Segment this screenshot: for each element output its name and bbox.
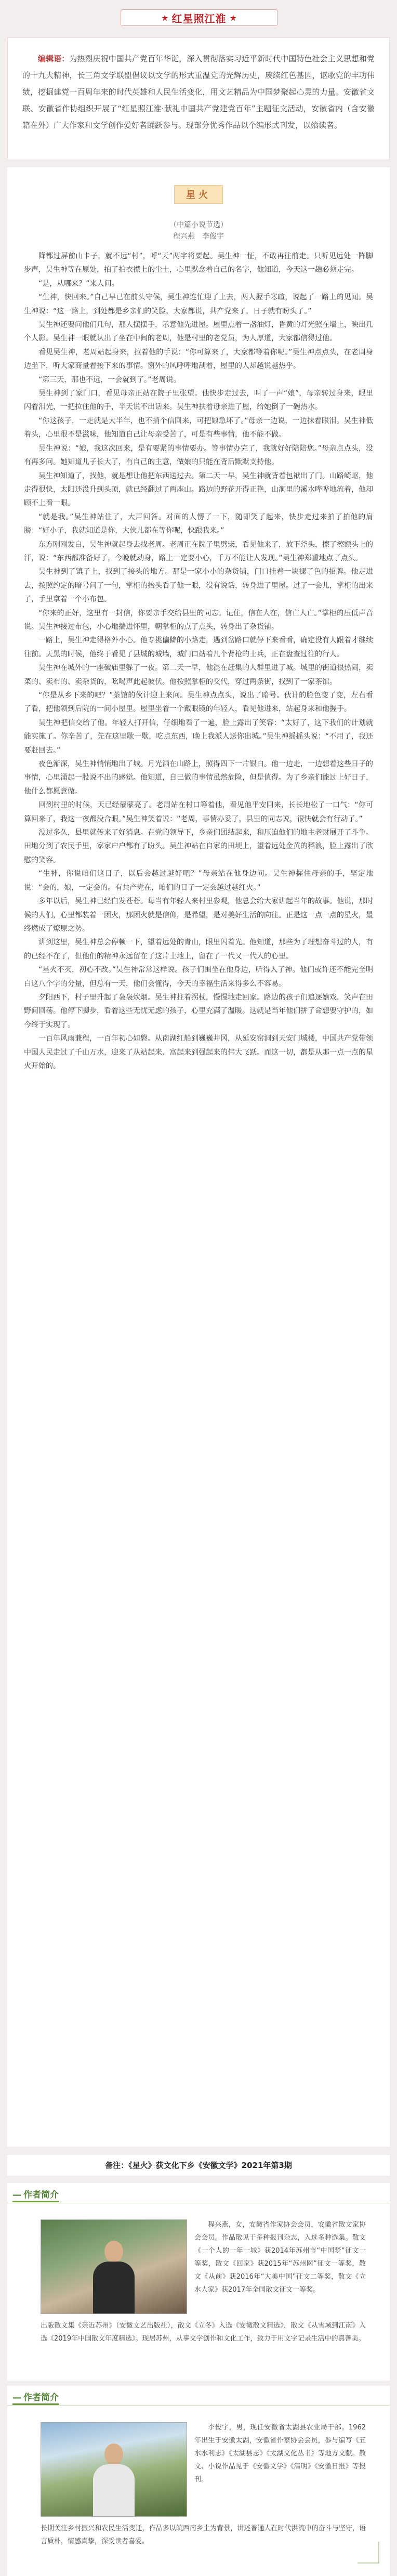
story-title-wrap	[24, 185, 373, 204]
author-bio-cont: 长期关注乡村振兴和农民生活变迁，作品多以皖西南乡土为背景，讲述普通人在时代洪流中的奋斗与坚守，语言质朴，情感真挚，深受读者喜爱。	[41, 2525, 366, 2545]
story-paragraph: 回到村里的时候，天已经蒙蒙亮了。老周站在村口等着他，看见他平安回来，长长地松了一口气：“你可算回来了，我这一夜都没合眼。”吴生神笑着说：“老周，事情办妥了，县里的同志说，很快就会有行动了。”	[24, 801, 373, 823]
story-paragraph: “星火不灭，初心不改。”吴生神常常这样说。孩子们围坐在他身边，听得入了神。他们或许还不能完全明白这八个字的分量，但总有一天，他们会懂得，今天的幸福生活来得多么不容易。	[24, 966, 373, 988]
banner	[0, 0, 397, 26]
author-bio-cont: 出版散文集《亲近苏州》（安徽文艺出版社），散文《立冬》入选《安徽散文精选》，散文《从雪域到江南》入选《2019年中国散文年度精选》。现居苏州，从事文学创作和文化工作，致力于用文字记录生活中的真善美。	[41, 2322, 366, 2343]
story-paragraph: 一路上，吴生神走得格外小心。他专挑偏僻的小路走，遇到岔路口就停下来看看，确定没有人跟着才继续往前。天黑的时候，他终于看见了县城的城墙，城门口站着几个背枪的士兵，正在盘查过往的行人。	[24, 636, 373, 659]
story-paragraph: “就是我。”吴生神站住了，大声回答。对面的人愣了一下，随即笑了起来，快步走过来拍了拍他的肩膀：“好小子，我就知道是你，大伙儿都在等你呢，快跟我来。”	[24, 512, 373, 535]
heading-accent	[12, 2201, 59, 2202]
story-paragraph: 吴生神把信交给了他。年轻人打开信，仔细地看了一遍，脸上露出了笑容：“太好了，这下我们的计划就能实施了。你辛苦了，先在这里歇一歇，吃点东西，晚上我派人送你出城。”吴生神摇摇头说：“不用了，我还要赶回去。”	[24, 718, 373, 755]
story-paragraph: 吴生神说：“娘，我这次回来，是有要紧的事情要办。等事情办完了，我就好好陪陪您。”母亲点点头，没有再多问。她知道儿子长大了，有自己的主意，做娘的只能在背后默默支持他。	[24, 444, 373, 467]
story-paragraph: 吴生神在城外的一座破庙里躲了一夜。第二天一早，他混在赶集的人群里进了城。城里的街道很热闹，卖菜的、卖布的、卖杂货的，吆喝声此起彼伏。他按照掌柜的交代，穿过两条街，找到了一家茶馆。	[24, 664, 373, 686]
story-paragraph: “你来的正好，这里有一封信，你要亲手交给县里的同志。记住，信在人在，信亡人亡。”掌柜的压低声音说。吴生神接过布包，小心地揣进怀里，朝掌柜的点了点头，转身出了杂货铺。	[24, 609, 373, 631]
story-paragraph: “你是从乡下来的吧？”茶馆的伙计迎上来问。吴生神点点头，说出了暗号。伙计的脸色变了变，左右看了看，把他领到后院的一间小屋里。屋里坐着一个戴眼镜的年轻人，看见他进来，站起身来和他握手。	[24, 691, 373, 714]
author-intro-2	[7, 2386, 390, 2576]
source-note: 备注：《星火》获文化下乡《安徽文学》2021年第3期	[7, 2155, 390, 2176]
story-paragraph: “是，从哪来？”来人问。	[38, 279, 119, 288]
story-paragraph: “你这孩子，一走就是大半年，也不捎个信回来，可把娘急坏了。”母亲一边说，一边抹着眼泪。吴生神低着头，心里很不是滋味，他知道自己让母亲受苦了，可是有些事情，他不能不做。	[24, 416, 373, 439]
section-heading: — 作者简介	[12, 2190, 59, 2200]
section-heading: — 作者简介	[12, 2393, 59, 2403]
story-authors: 程兴燕 李俊宇	[173, 232, 224, 241]
story-paragraph: 吴生神知道了，找他，就是想让他把东西送过去。第二天一早，吴生神就背着包袱出了门。山路崎岖，他走得很快，太阳还没升到头顶，就已经翻过了两座山。路边的野花开得正艳，山涧里的溪水哗哗地流着，他却顾不上看一眼。	[24, 471, 373, 508]
banner-title: 红星照江淮	[171, 12, 227, 25]
person-icon	[93, 2443, 135, 2516]
star-icon: ★	[161, 12, 169, 23]
banner-pill	[121, 9, 277, 26]
dash-icon: —	[12, 2190, 21, 2200]
intro-card	[7, 37, 390, 160]
story-subtitle: （中篇小说节选）	[169, 221, 228, 229]
star-icon: ★	[229, 12, 237, 23]
dash-icon: —	[12, 2393, 21, 2403]
story-paragraph: 讲到这里，吴生神总会停顿一下，望着远处的青山，眼里闪着光。他知道，那些为了理想奋斗过的人，有的已经不在了，但他们的精神永远留在了这片土地上，留在了一代又一代人的心里。	[24, 938, 373, 961]
story-paragraph: 一百年风雨兼程，一百年初心如磐。从南湖红船到巍巍井冈，从延安窑洞到天安门城楼，中国共产党带领中国人民走过了千山万水，迎来了从站起来、富起来到强起来的伟大飞跃。而这一切，都是从那一点一点的星火开始的。	[24, 1034, 373, 1070]
story-title: 星火	[174, 185, 223, 204]
person-icon	[93, 2241, 135, 2314]
corner-decoration	[358, 2542, 379, 2564]
author-bio: 程兴燕，女，安徽省作家协会会员，安徽省散文家协会会员。作品散见于多种报刊杂志，入选多种选集。散文《一个人的一年一城》获2014年苏州市“中国梦”征文一等奖，散文《回家》获2015年“苏州网”征文一等奖，散文《从前》获2016年“大美中国”征文二等奖，散文《立水人家》获2017年全国散文征文一等奖。	[194, 2221, 366, 2294]
intro-text: 为热烈庆祝中国共产党百年华诞，深入贯彻落实习近平新时代中国特色社会主义思想和党的十九大精神，长三角文学联盟倡议以文学的形式重温党的光辉历史，赓续红色基因，讴歌党的丰功伟绩，挖掘建党一百周年来的时代英雄和人民生活变化，用文艺精品为中国梦聚起心灵的力量。安徽省文联、安徽省作协组织开展了“红星照江淮·献礼中国共产党建党百年”主题征文活动，安徽省内（含安徽籍在外）广大作家和文学创作爱好者踊跃参与。现部分优秀作品以个编形式刊发，以飨读者。	[22, 54, 375, 130]
story-paragraph: 多年以后，吴生神已经白发苍苍。每当有年轻人来村里参观，他总会给大家讲起当年的故事。他说，那时候的人们，心里都装着一团火，那团火就是信仰，是希望，是对美好生活的向往。正是这一点一点的星火，最终燃成了燎原之势。	[24, 897, 373, 933]
story-paragraph: 吴生神还要问他们几句，那人摆摆手，示意他先进屋。屋里点着一盏油灯，昏黄的灯光照在墙上，映出几个人影。吴生神一眼就认出了坐在中间的老周，他是村里的老党员，为人厚道，大家都信得过他。	[24, 321, 373, 343]
story-paragraph: “生神，你说咱们这日子，以后会越过越好吧？”母亲站在他身边问。吴生神握住母亲的手，坚定地说：“会的，娘，一定会的。有共产党在，咱们的日子一定会越过越红火。”	[24, 870, 373, 892]
story-paragraph: 东方刚刚发白，吴生神就起身去找老周。老周正在院子里劈柴，看见他来了，放下斧头，擦了擦额头上的汗，说：“东西都准备好了，今晚就动身，路上一定要小心，千万不能让人发现。”吴生神郑重地点了点头。	[24, 540, 373, 562]
author-photo	[41, 2219, 187, 2314]
story-paragraph: 夜色渐深，吴生神悄悄地出了城。月光洒在山路上，照得四下一片银白。他一边走，一边想着这些日子的事情，心里涌起一股说不出的感觉。他知道，自己做的事情虽然危险，但是值得。为了乡亲们能过上好日子，他什么都愿意做。	[24, 760, 373, 796]
story-paragraph: 夕阳西下，村子里升起了袅袅炊烟。吴生神拄着拐杖，慢慢地走回家。路边的孩子们追逐嬉戏，笑声在田野间回荡。他停下脚步，看着这些无忧无虑的孩子，心里充满了温暖。这就是当年他们拼了命想要守护的，如今终于实现了。	[24, 993, 373, 1029]
author-intro-1	[7, 2183, 390, 2381]
story-paragraph: 吴生神到了家门口，看见母亲正站在院子里张望。他快步走过去，叫了一声“娘”，母亲转过身来，眼里闪着泪光，一把拉住他的手，半天说不出话来。吴生神扶着母亲进了屋，给她倒了一碗热水。	[24, 389, 373, 412]
story-paragraph: 没过多久，县里就传来了好消息。在党的领导下，乡亲们团结起来，和压迫他们的地主老财展开了斗争。田地分到了农民手里，家家户户都有了盼头。吴生神站在自家的田埂上，望着远处金黄的稻浪，脸上露出了欣慰的笑容。	[24, 829, 373, 864]
author-photo	[41, 2422, 187, 2517]
author-bio: 李俊宇，男，现任安徽省太湖县农业局干部。1962年出生于安徽太湖，安徽省作家协会会员，参与编写《五水水利志》《太湖县志》《太湖文化丛书》等地方文献。散文、小说作品见于《安徽文学》《清明》《安徽日报》等报刊。	[194, 2424, 366, 2483]
story-paragraph: 降都过屏前山卡子，就不远“村”，呼“天”两字将要起。吴生神一怔，不敢再往前走。只听见远处一阵脚步声，吴生神等在原处，拍了拍衣襟上的尘土，心里默念着自己的名字，他知道，今天这一趟必须走完。	[24, 252, 373, 274]
story-paragraph: “生神，快回来。”自己早已在前头守候，吴生神连忙迎了上去，两人握手寒暄，说起了一路上的见闻。吴生神说：“这一路上，到处都是乡亲们的笑脸，大家都说，共产党来了，日子就有盼头了。”	[24, 293, 373, 316]
story-body	[24, 249, 373, 1073]
story-paragraph: 看见吴生神，老周站起身来，拉着他的手说：“你可算来了，大家都等着你呢。”吴生神点点头，在老周身边坐下，听大家商量着接下来的事情。窗外的风呼呼地刮着，屋里的人却越说越热乎。	[24, 348, 373, 371]
intro-lead: 编辑语：	[38, 54, 70, 63]
story-card	[7, 167, 390, 2147]
intro-paragraph	[22, 50, 375, 134]
story-paragraph: “第三天，那也不远，一会就到了。”老周说。	[38, 375, 181, 384]
story-paragraph: 吴生神到了镇子上，找到了接头的地方。那是一家小小的杂货铺，门口挂着一块褪了色的招牌。他走进去，按照约定的暗号问了一句，掌柜的抬头看了他一眼，没有说话，转身进了里屋。过了一会儿，掌柜的出来了，手里拿着一个小布包。	[24, 568, 373, 604]
heading-accent	[12, 2403, 59, 2405]
